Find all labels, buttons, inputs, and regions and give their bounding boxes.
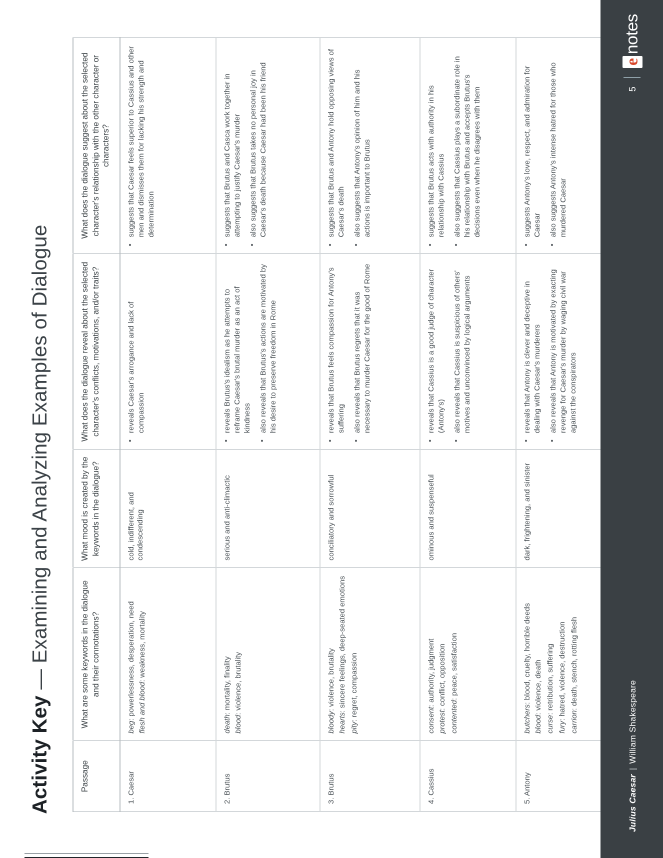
keyword-term: flesh and blood	[137, 681, 147, 734]
cell-mood: cold, indifferent, and condescending	[119, 450, 215, 568]
keyword-entry	[233, 575, 243, 733]
logo-e-icon: e	[621, 58, 641, 66]
cell-relationship-list	[222, 45, 268, 246]
enotes-logo[interactable]	[622, 14, 642, 68]
keyword-term: protest	[437, 710, 447, 734]
keyword-entry	[426, 575, 436, 733]
list-item: • reveals Caesar's arrogance and lack of compassion	[126, 261, 146, 433]
keyword-connotation: : hatred, violence, destruction	[557, 621, 567, 721]
table-body	[119, 38, 623, 812]
keyword-connotation: : conflict, opposition	[437, 643, 447, 711]
keyword-entry	[126, 575, 136, 733]
cell-passage: 1. Caesar	[119, 741, 215, 812]
footer-divider	[623, 77, 640, 78]
cell-mood: conciliatory and sorrowful	[319, 450, 419, 568]
activity-table	[72, 37, 624, 812]
cell-relationship	[215, 38, 319, 254]
keyword-entry	[326, 575, 336, 733]
cell-mood: ominous and suspenseful	[419, 450, 515, 568]
keyword-term: curse	[545, 714, 555, 734]
cell-reveal-list	[126, 261, 146, 442]
cell-reveal	[215, 254, 319, 450]
footer-author: William Shakespeare	[626, 680, 637, 764]
keyword-entry	[522, 575, 532, 733]
list-item: • suggests that Brutus acts with authority in his relationship with Cassius	[426, 45, 446, 237]
column-header-passage: Passage	[73, 741, 120, 812]
keyword-connotation: : weakness, mortality	[137, 611, 147, 682]
table-row	[419, 38, 515, 812]
cell-passage: 4. Cassius	[419, 741, 515, 812]
list-item: • reveals that Cassius is a good judge of character (Antony's)	[426, 261, 446, 433]
cell-relationship-list	[326, 45, 372, 246]
keyword-term: butchers	[521, 704, 531, 734]
list-item: • suggests that Brutus and Casca work together in attempting to justify Caesar's murder	[222, 45, 242, 237]
list-item: • also suggests that Brutus takes no personal joy in Caesar's death because Caesar had been his friend	[248, 45, 268, 237]
keyword-connotation: : death, stench, rotting flesh	[568, 616, 578, 711]
page-title	[28, 34, 52, 814]
cell-relationship	[319, 38, 419, 254]
keyword-entry	[557, 575, 567, 733]
keyword-entry	[449, 575, 459, 733]
keyword-entry	[349, 575, 359, 733]
page-title-subtitle: — Examining and Analyzing Examples of Dialogue	[28, 224, 51, 696]
keyword-connotation: : authority, judgment	[425, 638, 435, 707]
keyword-connotation: : violence, brutality	[233, 651, 243, 715]
column-header-reveal: What does the dialogue reveal about the selected character's conflicts, motivations, and/or traits?	[73, 254, 120, 450]
keyword-term: contented	[449, 700, 459, 734]
cell-mood: dark, frightening, and sinister	[515, 450, 623, 568]
list-item: • also reveals that Antony is motivated by exacting revenge for Caesar's murder by waging civil war against the conspirators	[548, 261, 578, 433]
list-item: • also reveals that Cassius is suspicious of others' motives and unconvinced by logical arguments	[452, 261, 472, 433]
list-item: • also reveals that Brutus regrets that it was necessary to murder Caesar for the good of Rome	[352, 261, 372, 433]
footer-work-title: Julius Caesar	[626, 774, 637, 832]
cell-reveal-list	[326, 261, 372, 442]
table-row	[215, 38, 319, 812]
cell-reveal	[319, 254, 419, 450]
keyword-term: blood	[233, 714, 243, 734]
keyword-term: death	[221, 714, 231, 734]
footer-separator: |	[626, 767, 637, 771]
footer-brand-group	[622, 14, 642, 92]
column-header-keywords: What are some keywords in the dialogue and their connotations?	[73, 568, 120, 741]
keyword-term: beg	[125, 720, 135, 734]
list-item: • also suggests that Cassius plays a subordinate role in his relationship with Brutus and accepts Brutus's decisions even when he disagrees with them	[452, 45, 482, 237]
list-item: • also suggests that Antony's opinion of him and his actions is important to Brutus	[352, 45, 372, 237]
cell-relationship-list	[126, 45, 156, 246]
keyword-term: carrion	[568, 710, 578, 734]
keyword-connotation: : violence, brutality	[325, 648, 335, 712]
cell-passage: 3. Brutus	[319, 741, 419, 812]
list-item: • suggests Antony's love, respect, and admiration for Caesar	[522, 45, 542, 237]
cell-keywords	[119, 568, 215, 741]
title-rule-decoration	[24, 853, 148, 858]
keyword-connotation: : blood, cruelty, horrible deeds	[521, 603, 531, 705]
keyword-entry	[437, 575, 447, 733]
cell-passage: 5. Antony	[515, 741, 623, 812]
keyword-connotation: : peace, satisfaction	[449, 632, 459, 701]
keyword-term: consent	[425, 706, 435, 734]
cell-reveal	[119, 254, 215, 450]
keyword-entry	[569, 575, 579, 733]
cell-reveal	[419, 254, 515, 450]
table-header-row	[73, 38, 120, 812]
list-item: • also reveals that Brutus's actions are motivated by his desire to preserve freedom in Rome	[258, 261, 278, 433]
list-item: • suggests that Caesar feels superior to Cassius and other men and dismisses them for lacking his strength and determination	[126, 45, 156, 237]
cell-reveal-list	[522, 261, 578, 442]
cell-relationship	[419, 38, 515, 254]
cell-keywords	[419, 568, 515, 741]
cell-relationship	[119, 38, 215, 254]
page-title-main: Activity Key	[28, 695, 51, 814]
keyword-connotation: : violence, death	[533, 659, 543, 715]
page-footer-rail	[600, 0, 663, 858]
list-item: • reveals Brutus's idealism as he attempts to reframe Caesar's brutal murder as an act of kindness	[222, 261, 252, 433]
cell-keywords	[215, 568, 319, 741]
keyword-connotation: : mortality, finality	[221, 656, 231, 715]
page-number: 5	[626, 86, 637, 92]
keyword-term: pity	[349, 721, 359, 734]
keyword-connotation: : powerlessness, desperation, need	[125, 601, 135, 721]
keyword-term: blood	[533, 714, 543, 734]
list-item: • reveals that Antony is clever and deceptive in dealing with Caesar's murderers	[522, 261, 542, 433]
keyword-entry	[533, 575, 543, 733]
keyword-connotation: : regret, compassion	[349, 652, 359, 722]
keyword-entry	[222, 575, 232, 733]
keyword-term: fury	[557, 720, 567, 734]
table-row	[319, 38, 419, 812]
cell-mood: serious and anti-climactic	[215, 450, 319, 568]
logo-notes-text: notes	[622, 14, 641, 55]
cell-reveal-list	[222, 261, 278, 442]
cell-keywords	[319, 568, 419, 741]
footer-citation	[627, 680, 637, 832]
cell-reveal-list	[426, 261, 472, 442]
table-header	[73, 38, 120, 812]
keyword-entry	[337, 575, 347, 733]
table-row	[119, 38, 215, 812]
keyword-entry	[545, 575, 555, 733]
keyword-connotation: : sincere feelings, deep-seated emotions	[337, 575, 347, 713]
cell-relationship-list	[522, 45, 568, 246]
keyword-entry	[137, 575, 147, 733]
cell-passage: 2. Brutus	[215, 741, 319, 812]
list-item: • suggests that Brutus and Antony hold opposing views of Caesar's death	[326, 45, 346, 237]
column-header-mood: What mood is created by the keywords in the dialogue?	[73, 450, 120, 568]
keyword-term: bloody	[325, 711, 335, 734]
keyword-connotation: : retribution, suffering	[545, 643, 555, 715]
list-item: • also suggests Antony's intense hatred for those who murdered Caesar	[548, 45, 568, 237]
list-item: • reveals that Brutus feels compassion for Antony's suffering	[326, 261, 346, 433]
column-header-relationship: What does the dialogue suggest about the selected character's relationship with the other character or characters?	[73, 38, 120, 254]
cell-relationship-list	[426, 45, 482, 246]
keyword-term: hearts	[337, 712, 347, 734]
